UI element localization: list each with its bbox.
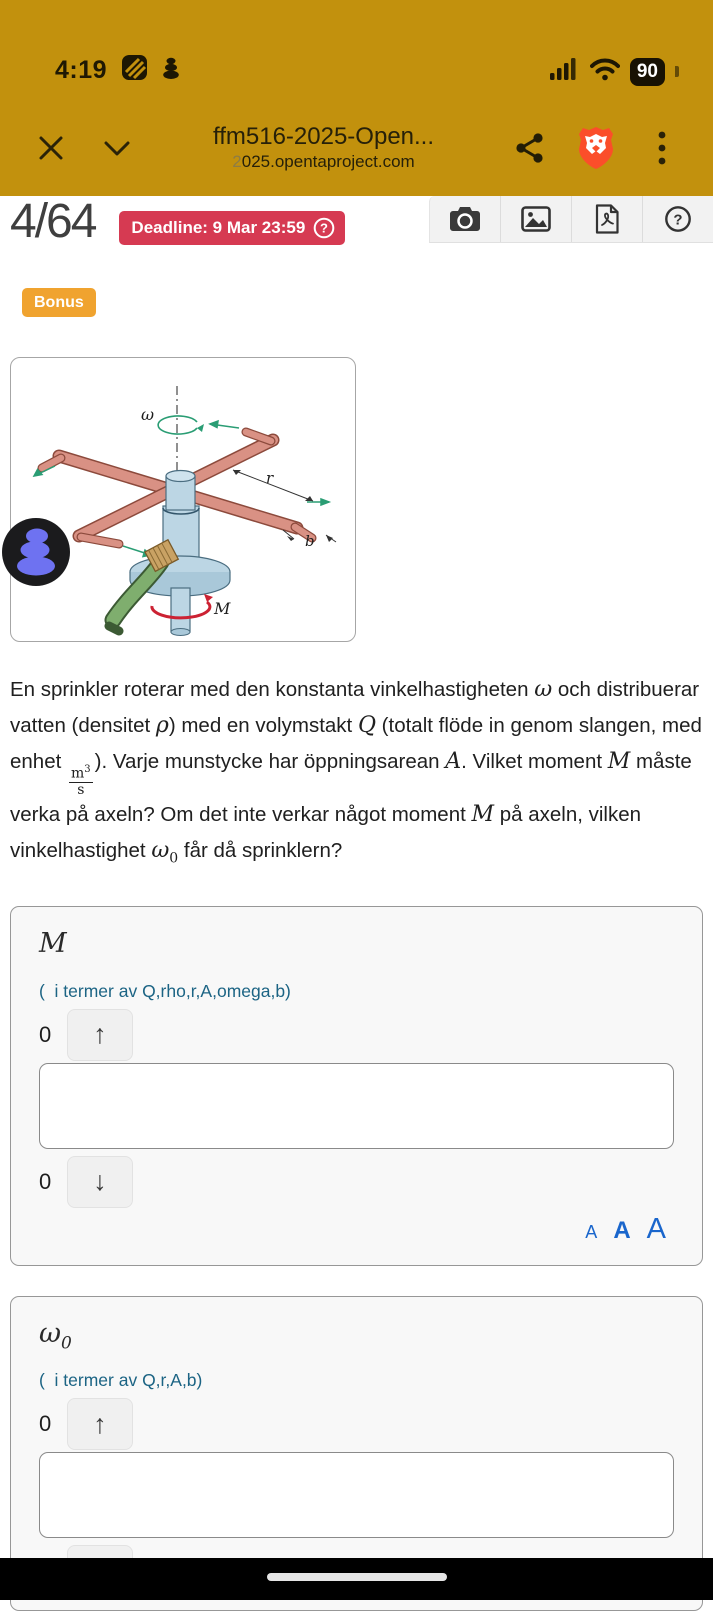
camera-button[interactable]	[430, 196, 500, 242]
up-arrow-button[interactable]	[67, 1009, 133, 1061]
font-size-small-button[interactable]: A	[585, 1221, 598, 1242]
svg-text:?: ?	[320, 220, 329, 236]
down-arrow-icon: ↓	[93, 1166, 107, 1197]
signal-icon	[550, 57, 580, 86]
upvote-row	[39, 1008, 674, 1062]
figure-r-label: r	[266, 469, 274, 487]
clock: 4:19	[55, 55, 108, 84]
figure-b-label: b	[305, 532, 315, 550]
browser-toolbar	[0, 100, 713, 196]
brave-browser-icon[interactable]	[567, 119, 625, 177]
page-title: ffm516-2025-Open...	[212, 123, 435, 150]
up-arrow-icon: ↑	[93, 1408, 107, 1439]
bonus-badge: Bonus	[22, 288, 96, 317]
stacked-stones-notification-icon	[162, 56, 180, 85]
upvote-count: 0	[39, 1411, 52, 1437]
notification-app-icon	[121, 54, 148, 86]
upvote-count: 0	[39, 1021, 52, 1047]
answer-card-M	[10, 906, 703, 1265]
font-size-large-button[interactable]: A	[646, 1212, 666, 1245]
answer-symbol: $\omega_0$	[39, 1317, 72, 1354]
page-content	[0, 196, 713, 1611]
deadline-badge[interactable]: Deadline: 9 Mar 23:59 ?	[119, 211, 345, 245]
pdf-button[interactable]	[571, 196, 642, 242]
down-arrow-button[interactable]	[67, 1156, 133, 1208]
up-arrow-icon: ↑	[93, 1019, 107, 1050]
downvote-row	[39, 1155, 674, 1209]
chevron-down-icon[interactable]	[88, 119, 146, 177]
svg-text:?: ?	[673, 211, 683, 229]
close-tab-button[interactable]	[22, 119, 80, 177]
battery-cap	[675, 66, 679, 77]
answer-hint: ( i termer av Q,r,A,b)	[39, 1370, 203, 1391]
page-url: 2025.opentaproject.com	[232, 152, 415, 171]
answer-input-M[interactable]	[39, 1063, 674, 1149]
status-bar	[0, 0, 713, 100]
question-header-row	[0, 196, 713, 252]
question-progress: 4/64	[10, 195, 96, 248]
overflow-menu-icon[interactable]	[633, 119, 691, 177]
font-size-medium-button[interactable]: A	[613, 1216, 631, 1244]
answer-hint: ( i termer av Q,rho,r,A,omega,b)	[39, 980, 291, 1001]
circle-question-icon	[313, 217, 335, 239]
answer-symbol: M	[39, 928, 67, 960]
upvote-row	[39, 1397, 674, 1451]
figure-M-label: M	[214, 599, 231, 618]
page-title-block[interactable]	[160, 123, 487, 173]
question-toolbar	[429, 196, 713, 243]
share-icon[interactable]	[501, 119, 559, 177]
downvote-count: 0	[39, 1168, 52, 1194]
answer-input-omega0[interactable]	[39, 1452, 674, 1538]
help-button[interactable]	[642, 196, 713, 242]
battery-indicator: 90	[630, 58, 665, 86]
sprinkler-figure	[10, 357, 356, 642]
image-button[interactable]	[500, 196, 571, 242]
gesture-nav-bar	[0, 1558, 713, 1600]
stacked-stones-avatar	[2, 518, 70, 586]
problem-text: En sprinkler roterar med den konstanta vinkelhastigheten ω och distribuerar vatten (densitet ρ) med en volymstakt Q (totalt flöde in genom slangen, med enhet $\frac{m^3}{s}$ ). Varje munstycke har öppningsarean A. Vilket moment M måste verka på axeln? Om det inte verkar något moment M på axeln, vilken vinkelhastighet $\omega_0$ får då sprinklern?	[10, 677, 702, 867]
home-indicator[interactable]	[267, 1573, 447, 1581]
figure-omega-label: ω	[141, 405, 155, 424]
up-arrow-button[interactable]	[67, 1398, 133, 1450]
wifi-icon	[590, 57, 620, 86]
stones-icon	[12, 526, 60, 578]
font-size-controls	[39, 1213, 674, 1253]
